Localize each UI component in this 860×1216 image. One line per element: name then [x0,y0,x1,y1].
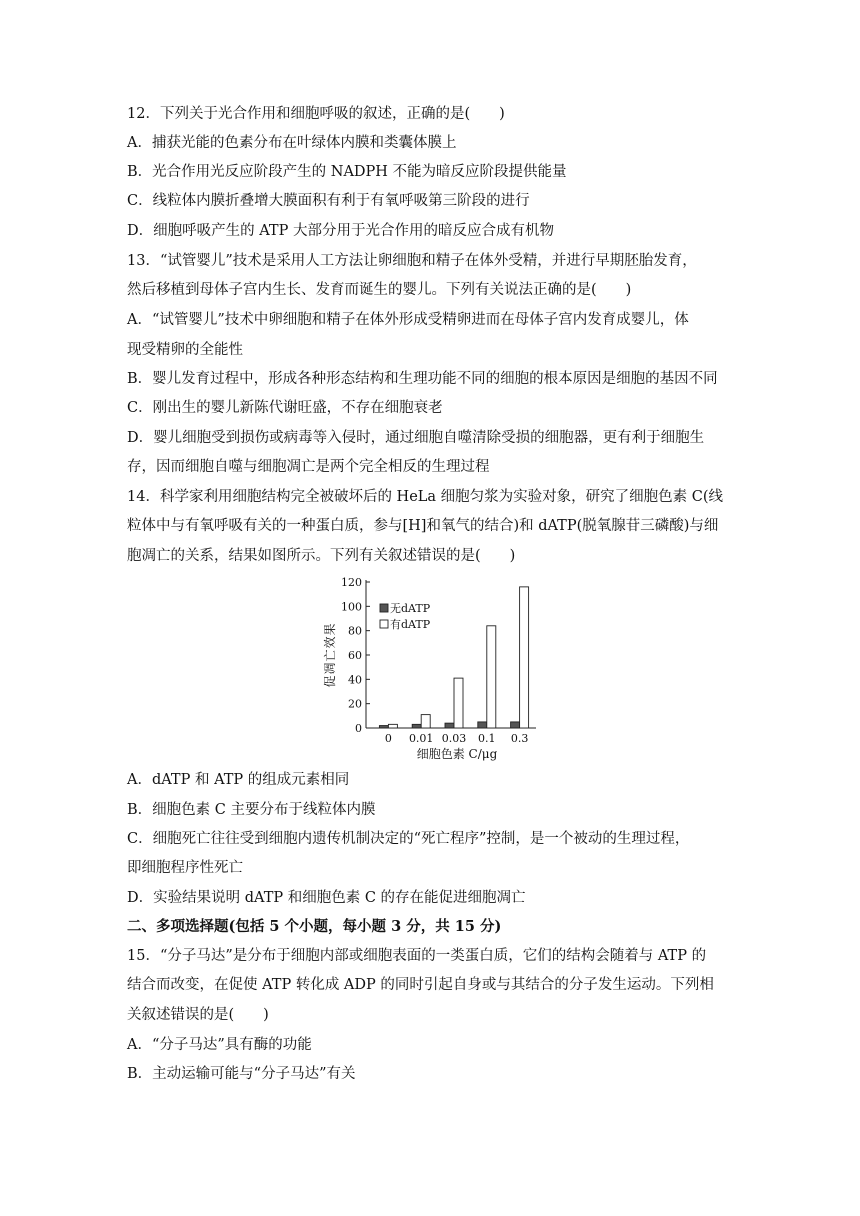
q14-stem-line-3: 胞凋亡的关系，结果如图所示。下列有关叙述错误的是( ) [127,548,516,564]
y-tick-label: 80 [348,624,362,638]
q14-option-c-line-1: C．细胞死亡往往受到细胞内遗传机制决定的“死亡程序”控制，是一个被动的生理过程， [127,831,690,847]
q12-option-d: D．细胞呼吸产生的 ATP 大部分用于光合作用的暗反应合成有机物 [127,223,554,239]
q13-option-d-line-2: 存，因而细胞自噬与细胞凋亡是两个完全相反的生理过程 [127,459,490,475]
q15-option-b: B．主动运输可能与“分子马达”有关 [127,1066,356,1082]
q15-stem-line-3: 关叙述错误的是( ) [127,1007,269,1023]
bar-with-datp [487,626,496,728]
q13-option-a-line-1: A．“试管婴儿”技术中卵细胞和精子在体外形成受精卵进而在母体子宫内发育成婴儿，体 [127,312,689,328]
q14-stem-line-1: 14．科学家利用细胞结构完全被破坏后的 HeLa 细胞匀浆为实验对象，研究了细胞色素 C(线 [127,489,724,505]
q14-option-c-line-2: 即细胞程序性死亡 [127,860,243,876]
y-tick-label: 60 [348,649,362,662]
q14-option-d: D．实验结果说明 dATP 和细胞色素 C 的存在能促进细胞凋亡 [127,890,526,906]
section-2-heading: 二、多项选择题(包括 5 个小题，每小题 3 分，共 15 分) [127,918,502,935]
x-tick-label: 0 [384,732,392,745]
bar-no-datp [379,726,388,728]
y-tick-label: 40 [348,673,362,687]
bar-no-datp [412,724,421,728]
q13-option-d-line-1: D．婴儿细胞受到损伤或病毒等入侵时，通过细胞自噬清除受损的细胞器，更有利于细胞生 [127,430,705,446]
legend-swatch [380,620,388,628]
bar-with-datp [421,715,430,728]
bar-with-datp [520,587,529,728]
legend-label: 无dATP [390,602,431,615]
q15-stem-line-2: 结合而改变，在促使 ATP 转化成 ADP 的同时引起自身或与其结合的分子发生运动。下列相 [127,977,714,993]
bar-with-datp [454,678,463,728]
y-axis-label: 促凋亡效果 [323,622,337,688]
y-tick-label: 100 [341,600,362,614]
legend-swatch [380,604,388,612]
q14-stem-line-2: 粒体中与有氧呼吸有关的一种蛋白质，参与[H]和氧气的结合)和 dATP(脱氧腺苷三磷酸)与细 [127,518,719,534]
q14-option-a: A．dATP 和 ATP 的组成元素相同 [127,772,350,788]
q12-option-a: A．捕获光能的色素分布在叶绿体内膜和类囊体膜上 [127,135,457,151]
legend-label: 有dATP [390,618,431,631]
bar-no-datp [511,722,520,728]
q13-option-b: B．婴儿发育过程中，形成各种形态结构和生理功能不同的细胞的根本原因是细胞的基因不同 [127,371,718,387]
q12-stem: 12．下列关于光合作用和细胞呼吸的叙述，正确的是( ) [127,106,505,122]
y-tick-label: 20 [348,697,362,711]
x-tick-label: 0.1 [478,732,496,745]
q13-stem-line-2: 然后移植到母体子宫内生长、发育而诞生的婴儿。下列有关说法正确的是( ) [127,282,632,298]
y-tick-label: 120 [341,576,362,589]
x-tick-label: 0.03 [441,732,467,745]
bar-with-datp [388,724,397,728]
q13-stem-line-1: 13．“试管婴儿”技术是采用人工方法让卵细胞和精子在体外受精，并进行早期胚胎发育， [127,253,697,269]
bar-no-datp [478,722,487,728]
cytochrome-c-bar-chart [318,574,558,764]
q15-option-a: A．“分子马达”具有酶的功能 [127,1037,312,1053]
q12-option-b: B．光合作用光反应阶段产生的 NADPH 不能为暗反应阶段提供能量 [127,164,567,180]
q15-stem-line-1: 15．“分子马达”是分布于细胞内部或细胞表面的一类蛋白质，它们的结构会随着与 ATP 的 [127,948,707,964]
q14-option-b: B．细胞色素 C 主要分布于线粒体内膜 [127,802,376,818]
y-tick-label: 0 [355,722,362,735]
bar-no-datp [445,723,454,728]
x-axis-label: 细胞色素 C/μg [416,747,498,761]
q13-option-a-line-2: 现受精卵的全能性 [127,342,243,358]
x-tick-label: 0.3 [510,732,529,745]
q13-option-c: C．刚出生的婴儿新陈代谢旺盛，不存在细胞衰老 [127,400,443,416]
q12-option-c: C．线粒体内膜折叠增大膜面积有利于有氧呼吸第三阶段的进行 [127,193,530,209]
x-tick-label: 0.01 [408,732,434,745]
